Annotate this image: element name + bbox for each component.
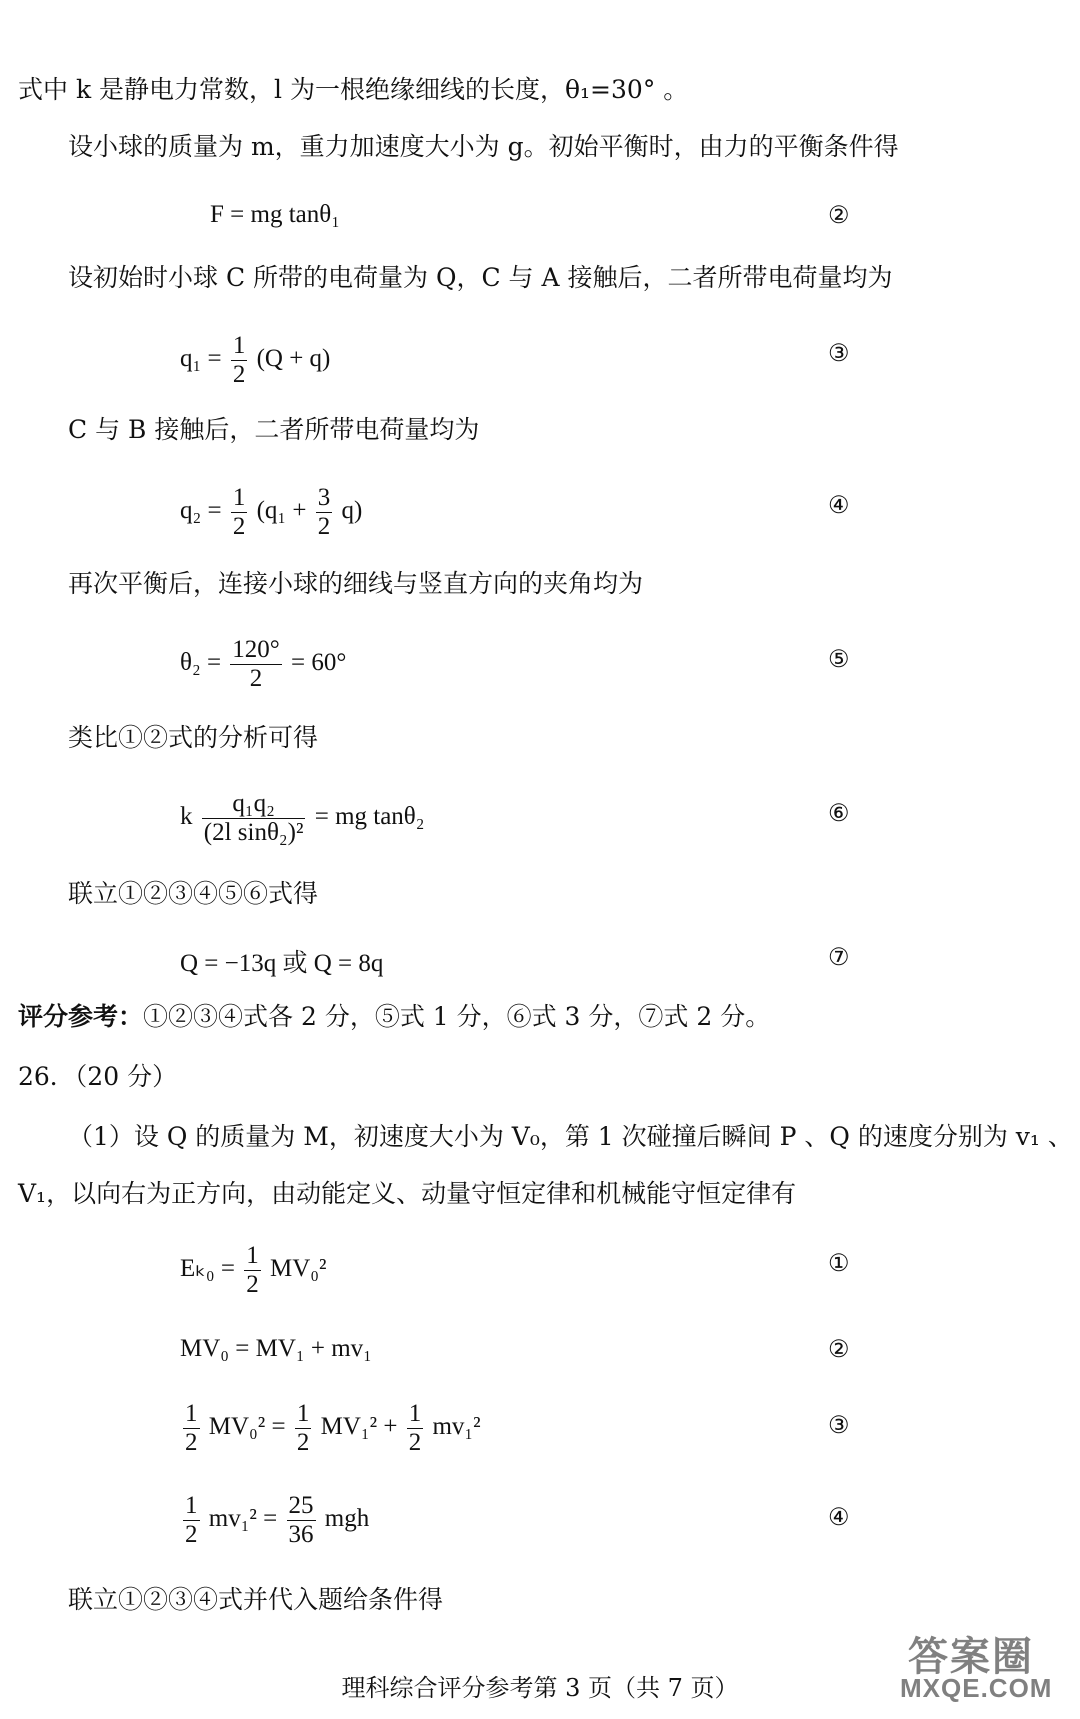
f3-fraction-2: $\frac{1}{2}$ bbox=[296, 1400, 310, 1456]
eq3-rhs: (Q + q) bbox=[256, 345, 331, 373]
eq3-lhs: q₁ = bbox=[180, 345, 222, 373]
equation-f4 bbox=[180, 1492, 369, 1549]
text-line-12: 联立①②③④式并代入题给条件得 bbox=[68, 1585, 444, 1614]
scoring-reference-label: 评分参考： bbox=[18, 1002, 144, 1031]
question-26-heading: 26．（20 分） bbox=[18, 1062, 178, 1091]
equation-4 bbox=[180, 484, 362, 541]
eq6-rhs: = mg tanθ₂ bbox=[314, 803, 425, 831]
equation-f2: MV₀ = MV₁ + mv₁ bbox=[180, 1335, 372, 1362]
eq6-fraction: $\frac{\text{q₁q₂}}{\text{(2l sinθ₂)²}}$ bbox=[203, 790, 304, 846]
equation-number-3: ③ bbox=[828, 339, 850, 367]
eq4-fraction-2: $\frac{3}{2}$ bbox=[317, 484, 331, 540]
text-line-5: 再次平衡后，连接小球的细线与竖直方向的夹角均为 bbox=[68, 569, 644, 598]
equation-f1 bbox=[180, 1242, 326, 1299]
text-line-3: 设初始时小球 C 所带的电荷量为 Q，C 与 A 接触后，二者所带电荷量均为 bbox=[68, 263, 893, 292]
equation-number-6: ⑥ bbox=[828, 799, 850, 827]
f3-term-3: mv₁² bbox=[432, 1413, 481, 1441]
eq4-fraction-1: $\frac{1}{2}$ bbox=[232, 484, 246, 540]
f3-fraction-1: $\frac{1}{2}$ bbox=[185, 1400, 198, 1456]
equation-number-2: ② bbox=[828, 201, 850, 229]
equation-f3 bbox=[180, 1400, 481, 1457]
equation-number-f3: ③ bbox=[828, 1411, 850, 1439]
text-line-4: C 与 B 接触后，二者所带电荷量均为 bbox=[68, 415, 480, 444]
eq4-lhs: q₂ = bbox=[180, 497, 222, 525]
equation-number-5: ⑤ bbox=[828, 645, 850, 673]
watermark-url: MXQE.COM bbox=[900, 1673, 1053, 1703]
eq4-rhs: q) bbox=[341, 497, 363, 525]
equation-number-4: ④ bbox=[828, 491, 850, 519]
f3-fraction-3: $\frac{1}{2}$ bbox=[408, 1400, 422, 1456]
equation-7: Q = −13q 或 Q = 8q bbox=[180, 950, 384, 977]
f3-term-1: MV₀² = bbox=[208, 1413, 286, 1441]
text-line-7: 联立①②③④⑤⑥式得 bbox=[68, 879, 319, 908]
scoring-reference-text: ①②③④式各 2 分，⑤式 1 分，⑥式 3 分，⑦式 2 分。 bbox=[143, 1002, 771, 1031]
text-line-1: 式中 k 是静电力常数，l 为一根绝缘细线的长度，θ₁=30° 。 bbox=[18, 75, 689, 104]
f1-rhs: MV₀² bbox=[269, 1255, 327, 1283]
page-footer: 理科综合评分参考第 3 页（共 7 页） bbox=[341, 1674, 739, 1702]
f3-term-2: MV₁² + bbox=[320, 1413, 398, 1441]
equation-number-7: ⑦ bbox=[828, 943, 850, 971]
f4-fraction-1: $\frac{1}{2}$ bbox=[185, 1492, 198, 1548]
eq4-mid: (q₁ + bbox=[256, 497, 307, 525]
text-line-11: V₁，以向右为正方向，由动能定义、动量守恒定律和机械能守恒定律有 bbox=[18, 1179, 797, 1208]
eq5-fraction: $\frac{120^\circ}{2}$ bbox=[232, 636, 280, 692]
f4-term-2: mgh bbox=[324, 1505, 370, 1533]
text-line-6: 类比①②式的分析可得 bbox=[68, 723, 319, 752]
equation-2: F = mg tanθ₁ bbox=[210, 201, 340, 228]
text-line-2: 设小球的质量为 m，重力加速度大小为 g。初始平衡时，由力的平衡条件得 bbox=[68, 132, 899, 161]
equation-number-f1: ① bbox=[828, 1249, 850, 1277]
equation-3 bbox=[180, 332, 330, 389]
equation-number-f4: ④ bbox=[828, 1503, 850, 1531]
watermark-text: 答案圈 bbox=[908, 1635, 1034, 1679]
f4-term-1: mv₁² = bbox=[208, 1505, 278, 1533]
eq6-k: k bbox=[180, 803, 193, 831]
f4-fraction-2: $\frac{25}{36}$ bbox=[288, 1492, 314, 1548]
equation-number-f2: ② bbox=[828, 1335, 850, 1363]
equation-6 bbox=[180, 790, 425, 847]
text-line-10: （1）设 Q 的质量为 M，初速度大小为 V₀，第 1 次碰撞后瞬间 P 、Q 的速度分别为 v₁ 、 bbox=[68, 1122, 1073, 1151]
scoring-reference bbox=[18, 1001, 770, 1033]
eq5-lhs: θ₂ = bbox=[180, 649, 222, 677]
eq3-fraction: $\frac{1}{2}$ bbox=[232, 332, 246, 388]
watermark-logo bbox=[900, 1625, 1053, 1710]
equation-5 bbox=[180, 636, 346, 693]
eq5-rhs: = 60° bbox=[291, 649, 347, 677]
f1-fraction: $\frac{1}{2}$ bbox=[246, 1242, 259, 1298]
f1-lhs: Eₖ₀ = bbox=[180, 1255, 235, 1283]
